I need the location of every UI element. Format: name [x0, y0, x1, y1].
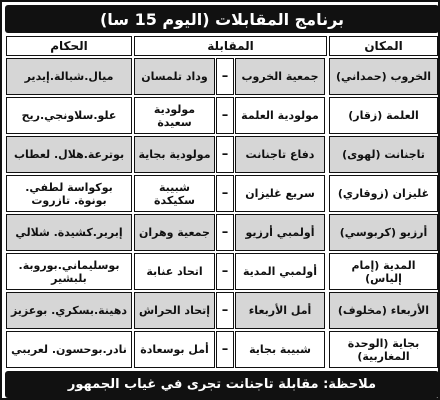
referees-cell: بوترعة.هلال. لعطاب: [6, 136, 132, 173]
home-team-cell: أولمبي أرزيو: [235, 214, 325, 251]
away-team-cell: جمعية وهران: [134, 214, 215, 251]
header-place: المكان: [329, 36, 438, 56]
home-team-cell: مولودية العلمة: [235, 97, 325, 134]
away-team-cell: وداد تلمسان: [134, 58, 215, 95]
referees-cell: دهينة.بسكري. بوعزيز: [6, 292, 132, 329]
away-team-cell: أمل بوسعادة: [134, 331, 215, 368]
match-row: [6, 96, 438, 135]
home-team-cell: أمل الأربعاء: [235, 292, 325, 329]
venue-cell: بجاية (الوحدة المغاربية): [329, 331, 438, 368]
away-team-cell: شبيبة سكيكدة: [134, 175, 215, 212]
versus-dash: –: [216, 292, 234, 329]
home-team-cell: سريع غليزان: [235, 175, 325, 212]
venue-cell: تاجنانت (لهوى): [329, 136, 438, 173]
home-team-cell: جمعية الخروب: [235, 58, 325, 95]
match-row: [6, 57, 438, 96]
match-row: [6, 291, 438, 330]
versus-dash: –: [216, 331, 234, 368]
versus-dash: –: [216, 214, 234, 251]
referees-cell: ميال.شبالة.إيدير: [6, 58, 132, 95]
home-team-cell: أولمبي المدية: [235, 253, 325, 290]
match-row: [6, 252, 438, 291]
away-team-cell: مولودية سعيدة: [134, 97, 215, 134]
venue-cell: المدية (إمام إلياس): [329, 253, 438, 290]
schedule-title: برنامج المقابلات (اليوم 15 سا): [5, 5, 439, 33]
referees-cell: نادر.بوحسون. لعريبي: [6, 331, 132, 368]
match-row: [6, 330, 438, 369]
away-team-cell: إتحاد الحراش: [134, 292, 215, 329]
match-row: [6, 174, 438, 213]
versus-dash: –: [216, 253, 234, 290]
venue-cell: العلمة (زقار): [329, 97, 438, 134]
away-team-cell: مولودية بجاية: [134, 136, 215, 173]
match-row: [6, 213, 438, 252]
versus-dash: –: [216, 97, 234, 134]
header-referees: الحكام: [6, 36, 132, 56]
home-team-cell: شبيبة بجاية: [235, 331, 325, 368]
versus-dash: –: [216, 175, 234, 212]
venue-cell: الأربعاء (مخلوف): [329, 292, 438, 329]
footer-note: ملاحظة: مقابلة تاجنانت تجرى في غياب الجمهور: [5, 371, 439, 398]
referees-cell: بوسليماني.بوروبة. بلبشير: [6, 253, 132, 290]
venue-cell: الخروب (حمداني): [329, 58, 438, 95]
header-match: المقابلة: [134, 36, 327, 56]
referees-cell: بوكواسة لطفي. بونوة. تازروت: [6, 175, 132, 212]
venue-cell: أرزيو (كربوسي): [329, 214, 438, 251]
match-rows: [6, 57, 438, 369]
versus-dash: –: [216, 136, 234, 173]
venue-cell: غليزان (زوقاري): [329, 175, 438, 212]
away-team-cell: اتحاد عنابة: [134, 253, 215, 290]
referees-cell: إبرير.كشيدة. شلالي: [6, 214, 132, 251]
home-team-cell: دفاع تاجنانت: [235, 136, 325, 173]
versus-dash: –: [216, 58, 234, 95]
referees-cell: علو.سلاونجي.ريح: [6, 97, 132, 134]
match-row: [6, 135, 438, 174]
